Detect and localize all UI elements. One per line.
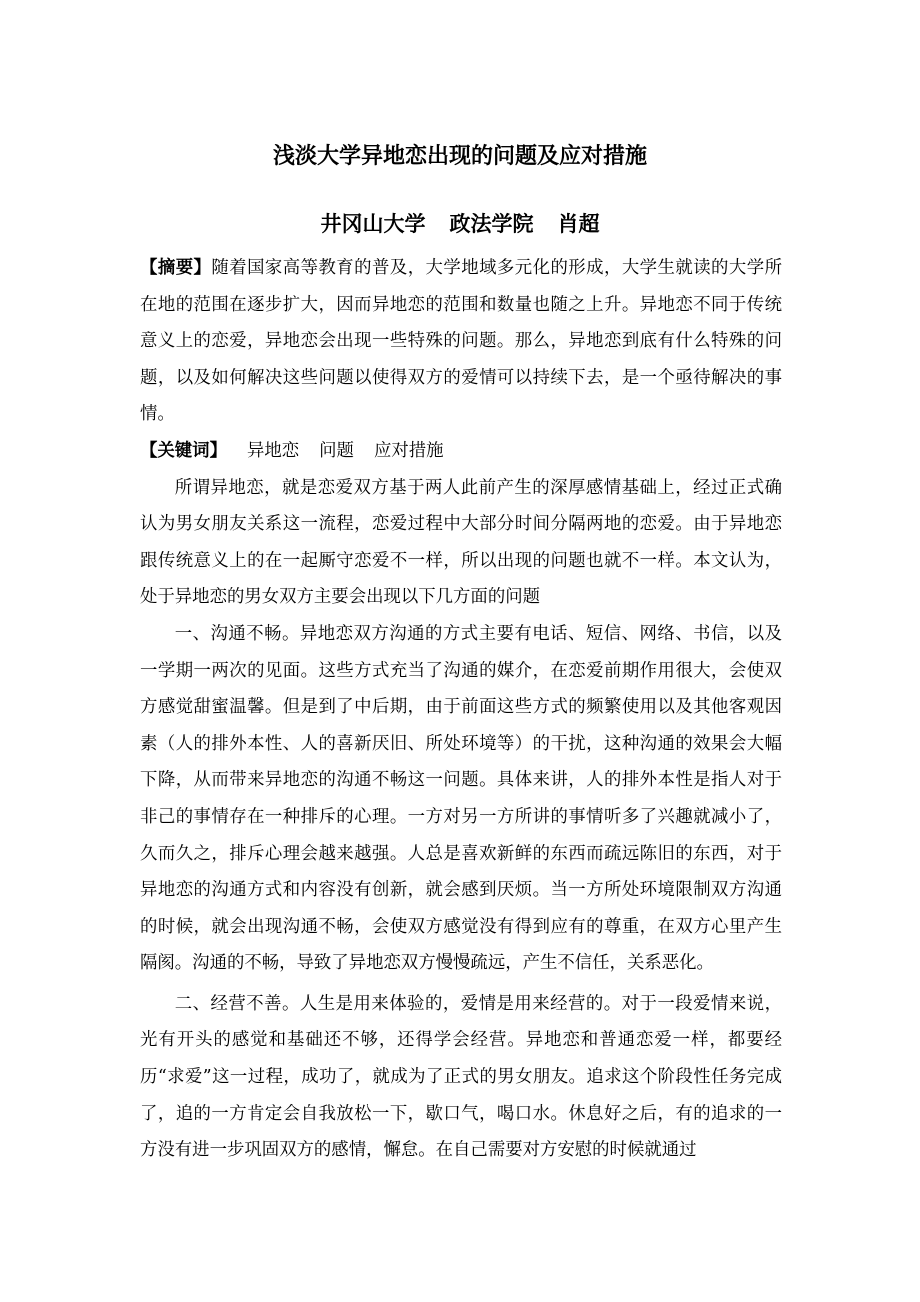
document-body bbox=[140, 250, 782, 1169]
document-title: 浅淡大学异地恋出现的问题及应对措施 bbox=[272, 144, 647, 169]
author-college: 政法学院 bbox=[449, 212, 534, 236]
abstract-paragraph bbox=[140, 250, 782, 433]
keyword-item: 问题 bbox=[319, 440, 354, 461]
keywords-paragraph bbox=[140, 433, 782, 470]
body-paragraph-management: 二、经营不善。人生是用来体验的，爱情是用来经营的。对于一段爱情来说，光有开头的感觉和基础还不够，还得学会经营。异地恋和普通恋爱一样，都要经历“求爱”这一过程，成功了，就成为了正式的男女朋友。追求这个阶段性任务完成了，追的一方肯定会自我放松一下，歇口气，喝口水。休息好之后，有的追求的一方没有进一步巩固双方的感情，懈怠。在自己需要对方安慰的时候就通过 bbox=[140, 993, 782, 1161]
body-paragraph-intro: 所谓异地恋，就是恋爱双方基于两人此前产生的深厚感情基础上，经过正式确认为男女朋友关系这一流程，恋爱过程中大部分时间分隔两地的恋爱。由于异地恋跟传统意义上的在一起厮守恋爱不一样，所以出现的问题也就不一样。本文认为，处于异地恋的男女双方主要会出现以下几方面的问题 bbox=[140, 477, 782, 608]
keyword-item: 应对措施 bbox=[373, 440, 444, 461]
author-line bbox=[0, 207, 920, 241]
keywords-label: 【关键词】 bbox=[140, 440, 227, 461]
abstract-text: 随着国家高等教育的普及，大学地域多元化的形成，大学生就读的大学所在地的范围在逐步扩大，因而异地恋的范围和数量也随之上升。异地恋不同于传统意义上的恋爱，异地恋会出现一些特殊的问题。那么，异地恋到底有什么特殊的问题，以及如何解决这些问题以使得双方的爱情可以持续下去，是一个亟待解决的事情。 bbox=[140, 258, 782, 425]
keyword-item: 异地恋 bbox=[246, 440, 300, 461]
body-paragraph-communication: 一、沟通不畅。异地恋双方沟通的方式主要有电话、短信、网络、书信，以及一学期一两次的见面。这些方式充当了沟通的媒介，在恋爱前期作用很大，会使双方感觉甜蜜温馨。但是到了中后期，由于前面这些方式的频繁使用以及其他客观因素（人的排外本性、人的喜新厌旧、所处环境等）的干扰，这种沟通的效果会大幅下降，从而带来异地恋的沟通不畅这一问题。具体来讲，人的排外本性是指人对于非己的事情存在一种排斥的心理。一方对另一方所讲的事情听多了兴趣就减小了，久而久之，排斥心理会越来越强。人总是喜欢新鲜的东西而疏远陈旧的东西，对于异地恋的沟通方式和内容没有创新，就会感到厌烦。当一方所处环境限制双方沟通的时候，就会出现沟通不畅，会使双方感觉没有得到应有的尊重，在双方心里产生隔阂。沟通的不畅，导致了异地恋双方慢慢疏远，产生不信任，关系恶化。 bbox=[140, 623, 782, 974]
abstract-label: 【摘要】 bbox=[140, 258, 212, 278]
author-name: 肖超 bbox=[557, 212, 600, 236]
author-university: 井冈山大学 bbox=[320, 212, 426, 236]
